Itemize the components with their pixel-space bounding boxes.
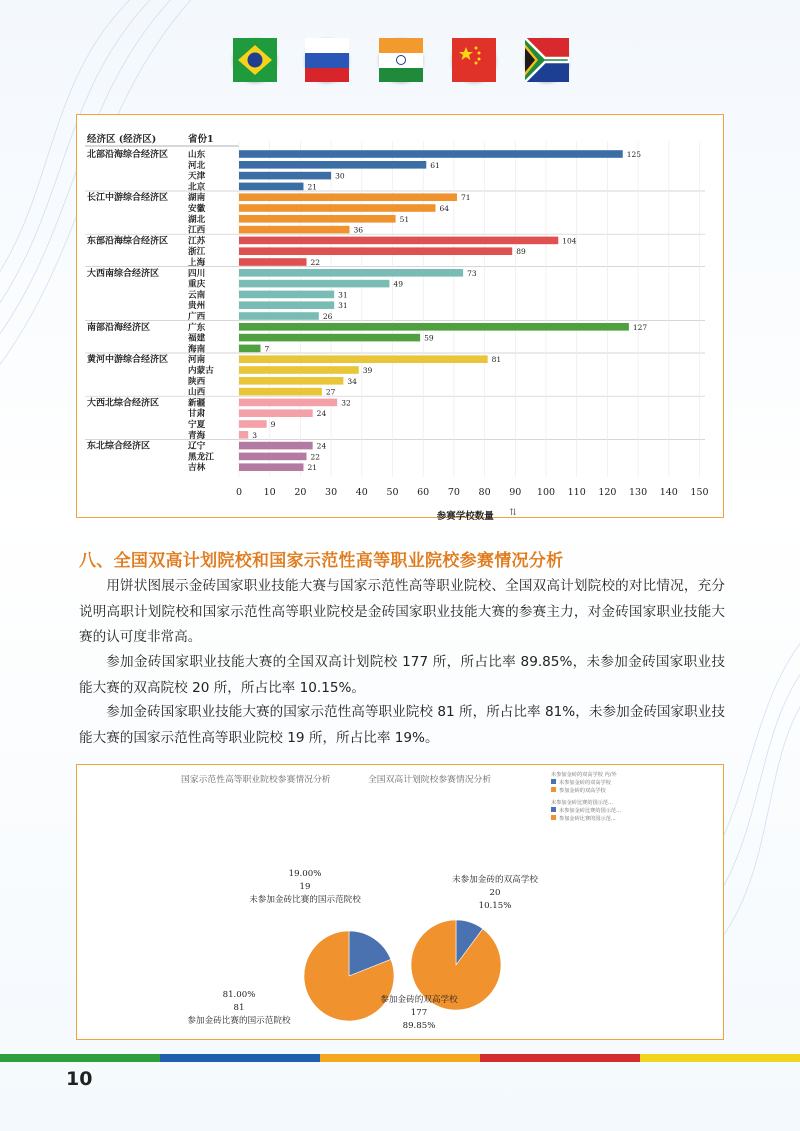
bar bbox=[239, 247, 512, 255]
pie2-small-label: 未参加金砖的双高学校 bbox=[452, 875, 538, 885]
bar-value-label: 27 bbox=[325, 387, 336, 397]
province-label: 贵州 bbox=[188, 301, 206, 312]
x-tick-label: 150 bbox=[690, 487, 709, 498]
pie1-large-percent: 81.00% bbox=[222, 990, 256, 1000]
bar bbox=[239, 366, 359, 374]
bar bbox=[239, 269, 463, 277]
footer-segment-orange bbox=[320, 1054, 480, 1062]
bar-value-label: 32 bbox=[341, 398, 351, 408]
bar bbox=[239, 183, 303, 191]
bar bbox=[239, 334, 420, 342]
bar-value-label: 22 bbox=[310, 452, 321, 462]
china-flag-icon bbox=[452, 38, 496, 82]
footer-segment-red bbox=[480, 1054, 640, 1062]
paragraph-intro: 用饼状图展示金砖国家职业技能大赛与国家示范性高等职业院校、全国双高计划院校的对比情况，充分说明高职计划院校和国家示范性高等职业院校是金砖国家职业技能大赛的参赛主力，对金砖国家职业技能大赛的认可度非常高。 bbox=[79, 578, 725, 645]
region-label: 长江中游综合经济区 bbox=[87, 193, 169, 204]
bar-value-label: 59 bbox=[424, 333, 434, 343]
x-tick-label: 120 bbox=[598, 487, 617, 498]
header-province-label: 省份1 bbox=[188, 134, 214, 145]
province-label: 湖北 bbox=[188, 214, 206, 225]
province-label: 河北 bbox=[188, 160, 206, 171]
province-label: 黑龙江 bbox=[188, 452, 214, 463]
bar bbox=[239, 399, 337, 407]
pie2-small-value: 20 bbox=[489, 888, 501, 898]
region-label: 东北综合经济区 bbox=[87, 441, 151, 452]
x-tick-label: 60 bbox=[417, 487, 430, 498]
x-tick-label: 70 bbox=[447, 487, 460, 498]
province-label: 广东 bbox=[188, 322, 206, 333]
bar-value-label: 9 bbox=[270, 420, 276, 429]
legend-title: 未参加金砖比赛的国示范... bbox=[551, 800, 614, 806]
province-label: 甘肃 bbox=[188, 409, 206, 420]
bar-value-label: 64 bbox=[439, 204, 450, 213]
footer-segment-yellow bbox=[640, 1054, 800, 1062]
bar-value-label: 125 bbox=[626, 150, 642, 159]
legend-swatch bbox=[551, 815, 556, 820]
province-label: 江西 bbox=[188, 225, 206, 236]
bar-value-label: 21 bbox=[307, 463, 318, 473]
pie1-small-label: 未参加金砖比赛的国示范院校 bbox=[249, 895, 361, 905]
bar-value-label: 104 bbox=[562, 236, 577, 246]
bar bbox=[239, 193, 457, 201]
header-region-label: 经济区 (经济区) bbox=[87, 134, 157, 145]
bar bbox=[239, 215, 396, 223]
region-label: 东部沿海综合经济区 bbox=[87, 236, 169, 247]
bar-value-label: 89 bbox=[516, 247, 526, 257]
x-tick-label: 100 bbox=[536, 487, 556, 498]
page-number: 10 bbox=[66, 1068, 93, 1090]
bar-value-label: 22 bbox=[310, 258, 321, 267]
sort-icon: ⇅ bbox=[509, 508, 517, 518]
bar bbox=[239, 161, 426, 169]
legend-swatch bbox=[551, 807, 556, 812]
province-label: 宁夏 bbox=[188, 420, 206, 430]
bar bbox=[239, 226, 350, 234]
legend-label: 参加金砖的双高学校 bbox=[559, 788, 606, 794]
pie2-small-percent: 10.15% bbox=[478, 901, 512, 911]
bar bbox=[239, 463, 303, 471]
bar-value-label: 49 bbox=[393, 279, 403, 289]
legend-label: 未参加金砖比赛的国示范... bbox=[559, 808, 622, 814]
province-bar-chart bbox=[77, 115, 722, 522]
paragraph-double-high: 参加金砖国家职业技能大赛的全国双高计划院校 177 所，所占比率 89.85%，未参加金砖国家职业技能大赛的双高院校 20 所，所占比率 10.15%。 bbox=[79, 654, 725, 696]
section-title: 八、全国双高计划院校和国家示范性高等职业院校参赛情况分析 bbox=[79, 551, 564, 571]
russia-flag-icon bbox=[305, 38, 349, 82]
province-label: 浙江 bbox=[188, 247, 206, 258]
province-label: 广西 bbox=[188, 312, 206, 322]
pie2-large-label: 参加金砖的双高学校 bbox=[380, 995, 458, 1005]
bar-value-label: 36 bbox=[353, 225, 364, 235]
x-axis-label: 参赛学校数量 bbox=[436, 511, 494, 522]
bar-value-label: 3 bbox=[252, 430, 257, 440]
bar bbox=[239, 312, 319, 320]
x-tick-label: 10 bbox=[263, 487, 276, 498]
bar bbox=[239, 172, 331, 180]
province-label: 重庆 bbox=[188, 279, 206, 290]
province-label: 福建 bbox=[188, 333, 206, 344]
bar-chart-panel bbox=[76, 114, 724, 522]
bar bbox=[239, 258, 307, 266]
bar-value-label: 39 bbox=[362, 366, 373, 375]
bar-value-label: 34 bbox=[347, 376, 357, 386]
footer-segment-blue bbox=[160, 1054, 320, 1062]
pie1-small-value: 19 bbox=[299, 882, 311, 892]
bar bbox=[239, 237, 558, 245]
bar bbox=[239, 355, 488, 363]
bar-value-label: 24 bbox=[316, 409, 327, 419]
region-label: 黄河中游综合经济区 bbox=[87, 355, 169, 366]
bar bbox=[239, 204, 435, 212]
bar-value-label: 21 bbox=[307, 182, 318, 192]
footer-segment-green bbox=[0, 1054, 160, 1062]
province-label: 河南 bbox=[188, 355, 206, 366]
pie2-large-percent: 89.85% bbox=[402, 1021, 436, 1031]
south-africa-flag-icon bbox=[525, 38, 569, 82]
x-tick-label: 0 bbox=[235, 487, 243, 498]
pie-charts bbox=[77, 765, 722, 1038]
footer-color-bar bbox=[0, 1054, 800, 1062]
region-label: 南部沿海经济区 bbox=[87, 322, 151, 333]
region-label: 大西北综合经济区 bbox=[87, 398, 160, 409]
x-tick-label: 110 bbox=[567, 487, 586, 498]
bar bbox=[239, 345, 260, 353]
bar-value-label: 26 bbox=[322, 312, 333, 321]
bar bbox=[239, 388, 322, 396]
india-flag-icon bbox=[379, 38, 423, 82]
bar-value-label: 51 bbox=[399, 214, 410, 224]
legend-label: 未参加金砖的双高学校 bbox=[559, 780, 611, 786]
province-label: 江苏 bbox=[188, 236, 206, 247]
province-label: 陕西 bbox=[188, 376, 206, 387]
legend-swatch bbox=[551, 779, 556, 784]
bar bbox=[239, 150, 623, 158]
bar bbox=[239, 291, 334, 299]
province-label: 内蒙古 bbox=[188, 366, 214, 376]
bar-value-label: 73 bbox=[467, 268, 477, 278]
province-label: 四川 bbox=[188, 268, 206, 279]
bar-value-label: 61 bbox=[430, 160, 440, 170]
province-label: 山西 bbox=[188, 387, 206, 398]
bar bbox=[239, 431, 248, 439]
bar-value-label: 71 bbox=[460, 193, 471, 203]
pie-chart-panel bbox=[76, 764, 724, 1040]
bar-value-label: 81 bbox=[491, 355, 502, 365]
province-label: 湖南 bbox=[188, 193, 206, 204]
legend-swatch bbox=[551, 787, 556, 792]
brazil-flag-icon bbox=[233, 38, 277, 82]
pie-title-demonstration: 国家示范性高等职业院校参赛情况分析 bbox=[181, 775, 331, 785]
bar-value-label: 30 bbox=[335, 171, 345, 181]
province-label: 山东 bbox=[188, 150, 206, 160]
x-tick-label: 50 bbox=[386, 487, 399, 498]
x-tick-label: 30 bbox=[325, 487, 338, 498]
bar bbox=[239, 323, 629, 331]
province-label: 青海 bbox=[188, 430, 206, 441]
x-tick-label: 20 bbox=[294, 487, 307, 498]
bar bbox=[239, 453, 307, 461]
pie1-large-label: 参加金砖比赛的国示范院校 bbox=[187, 1016, 291, 1026]
bar bbox=[239, 442, 313, 450]
bar-value-label: 31 bbox=[338, 301, 348, 311]
paragraph-demonstration: 参加金砖国家职业技能大赛的国家示范性高等职业院校 81 所，所占比率 81%，未参加金砖国家职业技能大赛的国家示范性高等职业院校 19 所，所占比率 19%。 bbox=[79, 704, 725, 746]
x-tick-label: 130 bbox=[629, 487, 648, 498]
x-tick-label: 140 bbox=[659, 487, 678, 498]
pie1-small-percent: 19.00% bbox=[288, 869, 322, 879]
pie1-large-value: 81 bbox=[233, 1003, 245, 1013]
legend-title: 未参加金砖的双高学校 内/外 bbox=[551, 772, 617, 778]
bar bbox=[239, 377, 343, 385]
region-label: 北部沿海综合经济区 bbox=[87, 150, 169, 160]
province-label: 新疆 bbox=[188, 398, 206, 409]
province-label: 上海 bbox=[188, 258, 206, 268]
province-label: 天津 bbox=[188, 171, 206, 182]
bar bbox=[239, 280, 389, 288]
pie-title-double-high: 全国双高计划院校参赛情况分析 bbox=[368, 775, 492, 785]
province-label: 云南 bbox=[188, 290, 206, 301]
legend-label: 参加金砖比赛的国示范... bbox=[559, 816, 616, 822]
bar-value-label: 24 bbox=[316, 441, 327, 451]
province-label: 吉林 bbox=[188, 463, 206, 474]
province-label: 安徽 bbox=[188, 204, 206, 214]
bar bbox=[239, 420, 267, 428]
region-label: 大西南综合经济区 bbox=[87, 268, 160, 279]
province-label: 辽宁 bbox=[188, 441, 206, 452]
bar bbox=[239, 301, 334, 309]
province-label: 海南 bbox=[188, 344, 206, 355]
bar-value-label: 127 bbox=[632, 322, 648, 332]
x-tick-label: 90 bbox=[509, 487, 522, 498]
bar-value-label: 7 bbox=[264, 344, 270, 354]
x-tick-label: 80 bbox=[478, 487, 491, 498]
bar-value-label: 31 bbox=[338, 290, 348, 300]
pie2-large-value: 177 bbox=[410, 1008, 428, 1018]
x-tick-label: 40 bbox=[355, 487, 368, 498]
brics-flags-row bbox=[0, 38, 800, 88]
bar bbox=[239, 409, 313, 417]
province-label: 北京 bbox=[188, 182, 206, 193]
